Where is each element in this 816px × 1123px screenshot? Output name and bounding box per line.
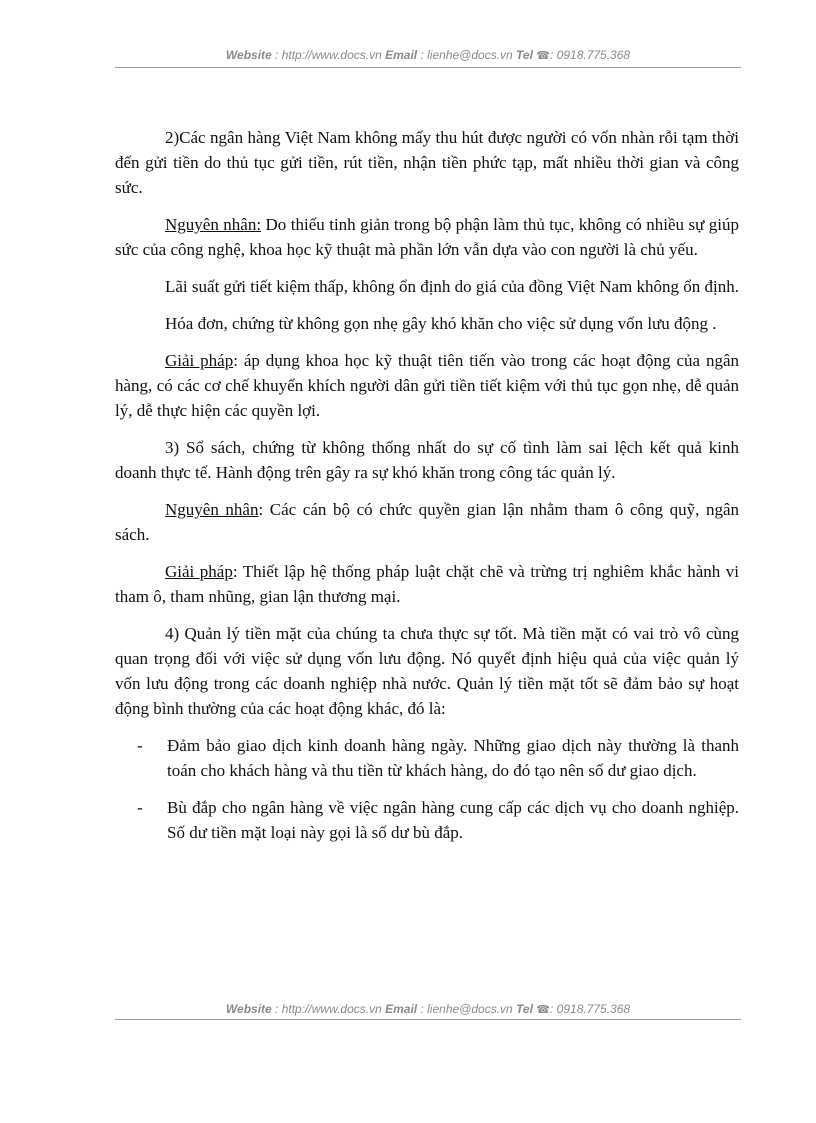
header-email-value: : lienhe@docs.vn xyxy=(420,48,513,62)
footer-website-value: : http://www.docs.vn xyxy=(275,1002,382,1016)
paragraph-label: Giải pháp xyxy=(165,351,234,370)
list-item xyxy=(115,733,739,783)
paragraph xyxy=(115,559,739,609)
footer-tel-value: : 0918.775.368 xyxy=(550,1002,631,1016)
paragraph: 2)Các ngân hàng Việt Nam không mấy thu hút được người có vốn nhàn rỗi tạm thời đến gửi tiền do thủ tục gửi tiền, rút tiền, nhận tiền phức tạp, mất nhiều thời gian và công sức. xyxy=(115,128,739,197)
header-tel-label: Tel xyxy=(516,48,533,62)
paragraph xyxy=(115,212,739,262)
list-item xyxy=(115,795,739,845)
footer-email-label: Email xyxy=(385,1002,418,1016)
paragraph: Lãi suất gửi tiết kiệm thấp, không ổn định do giá của đồng Việt Nam không ổn định. xyxy=(165,277,739,296)
header-website-value: : http://www.docs.vn xyxy=(275,48,382,62)
paragraph xyxy=(115,348,739,423)
phone-icon: ☎ xyxy=(536,1004,550,1016)
paragraph xyxy=(115,497,739,547)
paragraph-text: Do thiếu tinh giản trong bộ phận làm thủ tục, không có nhiều sự giúp sức của công nghệ, khoa học kỹ thuật mà phần lớn vẫn dựa vào con người là chủ yếu. xyxy=(115,215,740,259)
bullet-text: Bù đắp cho ngân hàng về việc ngân hàng cung cấp các dịch vụ cho doanh nghiệp. Số dư tiền mặt loại này gọi là số dư bù đắp. xyxy=(167,798,739,842)
paragraph-label: Giải pháp xyxy=(165,562,233,581)
header-website-label: Website xyxy=(225,48,272,62)
paragraph: Hóa đơn, chứng từ không gọn nhẹ gây khó khăn cho việc sử dụng vốn lưu động . xyxy=(165,314,717,333)
paragraph-label: Nguyên nhân: xyxy=(165,215,262,234)
document-body xyxy=(115,125,739,857)
footer-divider xyxy=(115,1019,741,1020)
paragraph-text: : Các cán bộ có chức quyền gian lận nhằm tham ô công quỹ, ngân sách. xyxy=(115,500,740,544)
paragraph-label: Nguyên nhân xyxy=(165,500,259,519)
paragraph: 3) Sổ sách, chứng từ không thống nhất do sự cố tình làm sai lệch kết quả kinh doanh thực tế. Hành động trên gây ra sự khó khăn trong công tác quản lý. xyxy=(115,438,739,482)
footer-website-label: Website xyxy=(225,1002,272,1016)
footer-tel-label: Tel xyxy=(516,1002,533,1016)
paragraph-text: : Thiết lập hệ thống pháp luật chặt chẽ và trừng trị nghiêm khắc hành vi tham ô, tham nhũng, gian lận thương mại. xyxy=(115,562,739,606)
bullet-mark: - xyxy=(137,798,143,817)
paragraph-text: : áp dụng khoa học kỹ thuật tiên tiến vào trong các hoạt động của ngân hàng, có các cơ chế khuyến khích người dân gửi tiền tiết kiệm với thủ tục gọn nhẹ, dễ quản lý, dễ thực hiện các quyền lợi. xyxy=(115,351,739,420)
paragraph: 4) Quản lý tiền mặt của chúng ta chưa thực sự tốt. Mà tiền mặt có vai trò vô cùng quan trọng đối với việc sử dụng vốn lưu động. Nó quyết định hiệu quả của việc quản lý vốn lưu động trong các doanh nghiệp nhà nước. Quản lý tiền mặt tốt sẽ đảm bảo sự hoạt động bình thường của các hoạt động khác, đó là: xyxy=(115,624,739,718)
header-email-label: Email xyxy=(385,48,418,62)
header-divider xyxy=(115,67,741,68)
page-header xyxy=(115,48,741,62)
phone-icon: ☎ xyxy=(536,50,550,62)
header-tel-value: : 0918.775.368 xyxy=(550,48,631,62)
bullet-text: Đảm bảo giao dịch kinh doanh hàng ngày. Những giao dịch này thường là thanh toán cho khách hàng và thu tiền từ khách hàng, do đó tạo nên số dư giao dịch. xyxy=(167,736,739,780)
page-footer xyxy=(115,1002,741,1016)
footer-email-value: : lienhe@docs.vn xyxy=(420,1002,513,1016)
bullet-mark: - xyxy=(137,736,143,755)
